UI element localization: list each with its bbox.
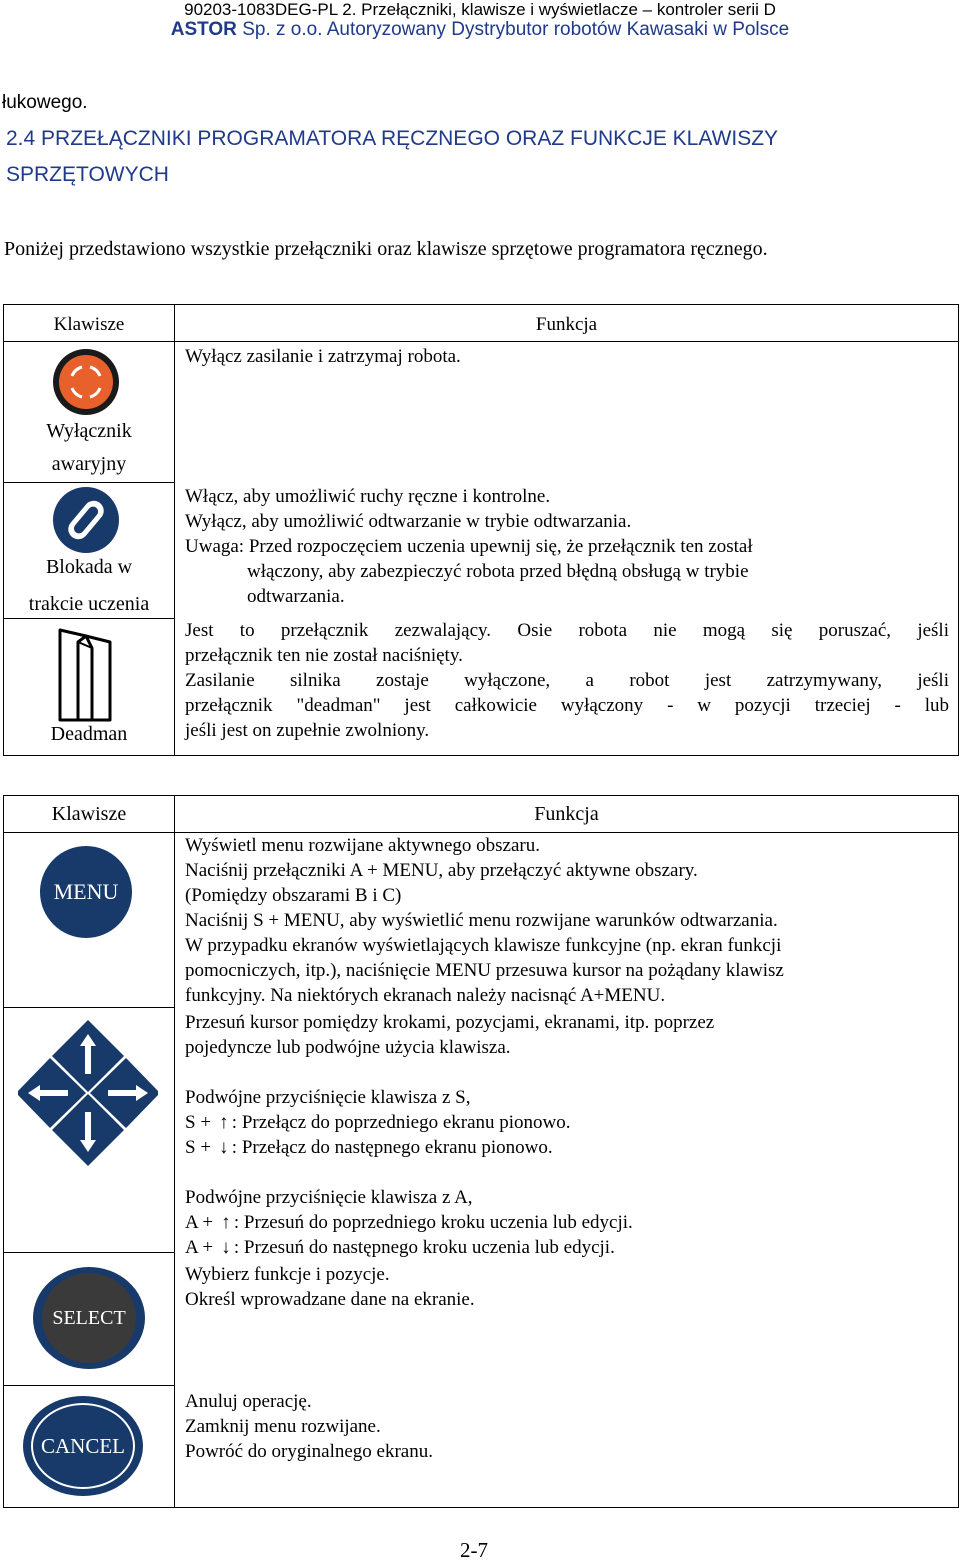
function-arrow-s-title: Podwójne przyciśnięcie klawisza z S,: [185, 1087, 471, 1108]
function-menu-line2: Naciśnij przełączniki A + MENU, aby przełączyć aktywne obszary.: [185, 860, 698, 881]
function-arrow-a-title: Podwójne przyciśnięcie klawisza z A,: [185, 1187, 473, 1208]
section-heading-line2: SPRZĘTOWYCH: [6, 163, 169, 186]
function-menu-line5: W przypadku ekranów wyświetlających klawisze funkcyjne (np. ekran funkcji: [185, 935, 782, 956]
key-label-deadman: Deadman: [50, 723, 128, 745]
function-deadman-line2: przełącznik ten nie został naciśnięty.: [185, 645, 463, 666]
select-key-label: SELECT: [52, 1306, 126, 1329]
arrow-s-up-prefix: S +: [185, 1112, 216, 1133]
key-label-teachlock-1: Blokada w: [45, 556, 133, 578]
function-teachlock-line2: Wyłącz, aby umożliwić odtwarzanie w trybie odtwarzania.: [185, 511, 632, 532]
function-arrow-a-down: [185, 1235, 615, 1260]
arrow-keys-icon: [18, 1018, 158, 1173]
function-arrow-line1: Przesuń kursor pomiędzy krokami, pozycjami, ekranami, itp. poprzez: [185, 1012, 715, 1033]
function-deadman-line3: Zasilanie silnika zostaje wyłączone, a robot jest zatrzymywany, jeśli: [185, 670, 949, 691]
function-select-line2: Określ wprowadzane dane na ekranie.: [185, 1289, 475, 1310]
function-select-line1: Wybierz funkcje i pozycje.: [185, 1264, 390, 1285]
function-cancel-line2: Zamknij menu rozwijane.: [185, 1416, 381, 1437]
intro-paragraph: Poniżej przedstawiono wszystkie przełączniki oraz klawisze sprzętowe programatora ręcznego.: [4, 238, 768, 260]
cancel-key-icon: [23, 1396, 143, 1496]
section-heading-line1: 2.4 PRZEŁĄCZNIKI PROGRAMATORA RĘCZNEGO ORAZ FUNKCJE KLAWISZY: [6, 127, 779, 150]
column-header-function: Funkcja: [535, 314, 598, 335]
arrow-a-up-text: : Przesuń do poprzedniego kroku uczenia lub edycji.: [233, 1212, 633, 1233]
function-deadman-line5: jeśli jest on zupełnie zwolniony.: [185, 720, 430, 741]
arrow-up-icon: ↑: [221, 1212, 231, 1233]
arrow-up-icon: ↑: [219, 1112, 229, 1133]
function-arrow-a-up: [185, 1210, 633, 1235]
key-label-teachlock-2: trakcie uczenia: [28, 593, 150, 615]
function-teachlock-line4: włączony, aby zabezpieczyć robota przed błędną obsługą w trybie: [247, 561, 749, 582]
function-deadman-line1: Jest to przełącznik zezwalający. Osie robota nie mogą się poruszać, jeśli: [185, 620, 949, 641]
function-deadman-line4: przełącznik "deadman" jest całkowicie wyłączony - w pozycji trzeciej - lub: [185, 695, 949, 716]
key-label-estop-2: awaryjny: [51, 453, 127, 475]
cancel-key-label: CANCEL: [41, 1433, 125, 1458]
function-arrow-s-up: [185, 1110, 571, 1135]
arrow-down-icon: ↓: [221, 1237, 231, 1258]
column-header-keys-2: Klawisze: [51, 803, 127, 825]
menu-key-icon: [40, 846, 132, 938]
column-header-function-2: Funkcja: [534, 803, 599, 825]
arrow-down-icon: ↓: [219, 1137, 229, 1158]
menu-key-label: MENU: [53, 879, 119, 904]
function-teachlock-line1: Włącz, aby umożliwić ruchy ręczne i kontrolne.: [185, 486, 551, 507]
arrow-s-down-text: : Przełącz do następnego ekranu pionowo.: [231, 1137, 553, 1158]
function-cancel-line1: Anuluj operację.: [185, 1391, 312, 1412]
arrow-a-down-text: : Przesuń do następnego kroku uczenia lub edycji.: [233, 1237, 615, 1258]
arrow-a-down-prefix: A +: [185, 1237, 218, 1258]
company-tagline: Sp. z o.o. Autoryzowany Dystrybutor robotów Kawasaki w Polsce: [236, 19, 790, 40]
company-name: ASTOR: [170, 19, 237, 40]
column-header-keys: Klawisze: [53, 314, 125, 335]
text-fragment: łukowego.: [2, 92, 88, 113]
select-key-icon: [33, 1267, 145, 1369]
deadman-switch-icon: [56, 624, 116, 729]
function-menu-line7: funkcyjny. Na niektórych ekranach należy nacisnąć A+MENU.: [185, 985, 666, 1006]
function-menu-line1: Wyświetl menu rozwijane aktywnego obszaru.: [185, 835, 540, 856]
emergency-stop-icon: [52, 348, 120, 421]
page-header-line1: 90203-1083DEG-PL 2. Przełączniki, klawisze i wyświetlacze – kontroler serii D: [184, 0, 776, 19]
arrow-s-down-prefix: S +: [185, 1137, 216, 1158]
page-number: 2-7: [460, 1538, 488, 1562]
function-arrow-line2: pojedyncze lub podwójne użycia klawisza.: [185, 1037, 511, 1058]
arrow-s-up-text: : Przełącz do poprzedniego ekranu pionowo.: [231, 1112, 571, 1133]
function-arrow-s-down: [185, 1135, 553, 1160]
key-label-estop-1: Wyłącznik: [46, 420, 132, 442]
function-teachlock-line5: odtwarzania.: [247, 586, 345, 607]
function-menu-line6: pomocniczych, itp.), naciśnięcie MENU przesuwa kursor na pożądany klawisz: [185, 960, 784, 981]
function-menu-line3: (Pomiędzy obszarami B i C): [185, 885, 402, 906]
function-menu-line4: Naciśnij S + MENU, aby wyświetlić menu rozwijane warunków odtwarzania.: [185, 910, 778, 931]
teach-lock-icon: [52, 486, 120, 559]
page-header-line2: [100, 19, 860, 41]
arrow-a-up-prefix: A +: [185, 1212, 218, 1233]
function-cancel-line3: Powróć do oryginalnego ekranu.: [185, 1441, 433, 1462]
function-teachlock-line3: Uwaga: Przed rozpoczęciem uczenia upewnij się, że przełącznik ten został: [185, 536, 753, 557]
function-estop: Wyłącz zasilanie i zatrzymaj robota.: [185, 346, 461, 367]
